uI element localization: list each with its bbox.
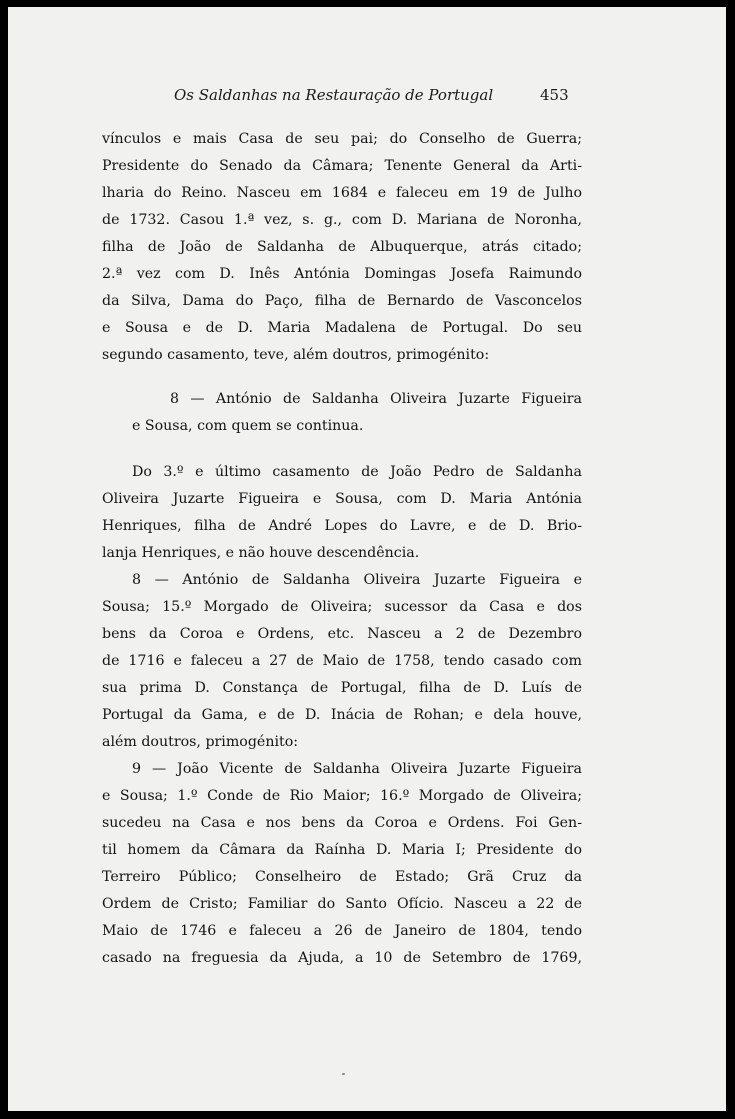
text-line: vínculos e mais Casa de seu pai; do Conselho de Guerra; [102, 131, 582, 147]
paragraph-gap [102, 369, 582, 386]
page-number: 453 [540, 86, 569, 104]
text-line: da Silva, Dama do Paço, filha de Bernardo de Vasconcelos [102, 293, 582, 309]
text-line: Henriques, filha de André Lopes do Lavre, e de D. Brio- [102, 518, 582, 534]
paragraph [102, 756, 582, 972]
paragraph [102, 459, 582, 567]
text-line: de 1732. Casou 1.ª vez, s. g., com D. Mariana de Noronha, [102, 212, 582, 228]
text-line: 9 — João Vicente de Saldanha Oliveira Juzarte Figueira [132, 761, 582, 777]
text-line: Portugal da Gama, e de D. Inácia de Rohan; e dela houve, [102, 707, 582, 723]
text-line: til homem da Câmara da Raínha D. Maria I; Presidente do [102, 842, 582, 858]
text-line: lharia do Reino. Nasceu em 1684 e faleceu em 19 de Julho [102, 185, 582, 201]
text-line: Maio de 1746 e faleceu a 26 de Janeiro de 1804, tendo [102, 923, 582, 939]
text-line: de 1716 e faleceu a 27 de Maio de 1758, tendo casado com [102, 653, 582, 669]
text-line: e Sousa e de D. Maria Madalena de Portugal. Do seu [102, 320, 582, 336]
scan-speck [342, 1073, 345, 1075]
paragraph [102, 126, 582, 369]
text-line: casado na freguesia da Ajuda, a 10 de Setembro de 1769, [102, 950, 582, 966]
text-line: Presidente do Senado da Câmara; Tenente General da Arti- [102, 158, 582, 174]
text-line: sucedeu na Casa e nos bens da Coroa e Ordens. Foi Gen- [102, 815, 582, 831]
text-line: Do 3.º e último casamento de João Pedro de Saldanha [132, 464, 582, 480]
text-line: lanja Henriques, e não houve descendência. [102, 545, 420, 561]
text-line: além doutros, primogénito: [102, 734, 299, 750]
text-line: 8 — António de Saldanha Oliveira Juzarte Figueira e [132, 572, 582, 588]
text-line: Sousa; 15.º Morgado de Oliveira; sucessor da Casa e dos [102, 599, 582, 615]
running-title: Os Saldanhas na Restauração de Portugal [174, 86, 494, 104]
paragraph-gap [102, 440, 582, 459]
text-line: Oliveira Juzarte Figueira e Sousa, com D. Maria Antónia [102, 491, 582, 507]
text-line: Ordem de Cristo; Familiar do Santo Ofício. Nasceu a 22 de [102, 896, 582, 912]
body-text [102, 126, 582, 972]
text-line: sua prima D. Constança de Portugal, filha de D. Luís de [102, 680, 582, 696]
text-line: e Sousa; 1.º Conde de Rio Maior; 16.º Morgado de Oliveira; [102, 788, 582, 804]
text-line: filha de João de Saldanha de Albuquerque, atrás citado; [102, 239, 582, 255]
paragraph [102, 567, 582, 756]
text-line: e Sousa, com quem se continua. [132, 418, 364, 434]
page-header [8, 86, 726, 110]
text-line: segundo casamento, teve, além doutros, primogénito: [102, 347, 490, 363]
text-line: bens da Coroa e Ordens, etc. Nasceu a 2 de Dezembro [102, 626, 582, 642]
text-line: Terreiro Público; Conselheiro de Estado; Grã Cruz da [102, 869, 582, 885]
text-line: 8 — António de Saldanha Oliveira Juzarte Figueira [170, 391, 582, 407]
text-line: 2.ª vez com D. Inês Antónia Domingas Josefa Raimundo [102, 266, 582, 282]
scanned-page [8, 7, 726, 1111]
paragraph [102, 386, 582, 440]
